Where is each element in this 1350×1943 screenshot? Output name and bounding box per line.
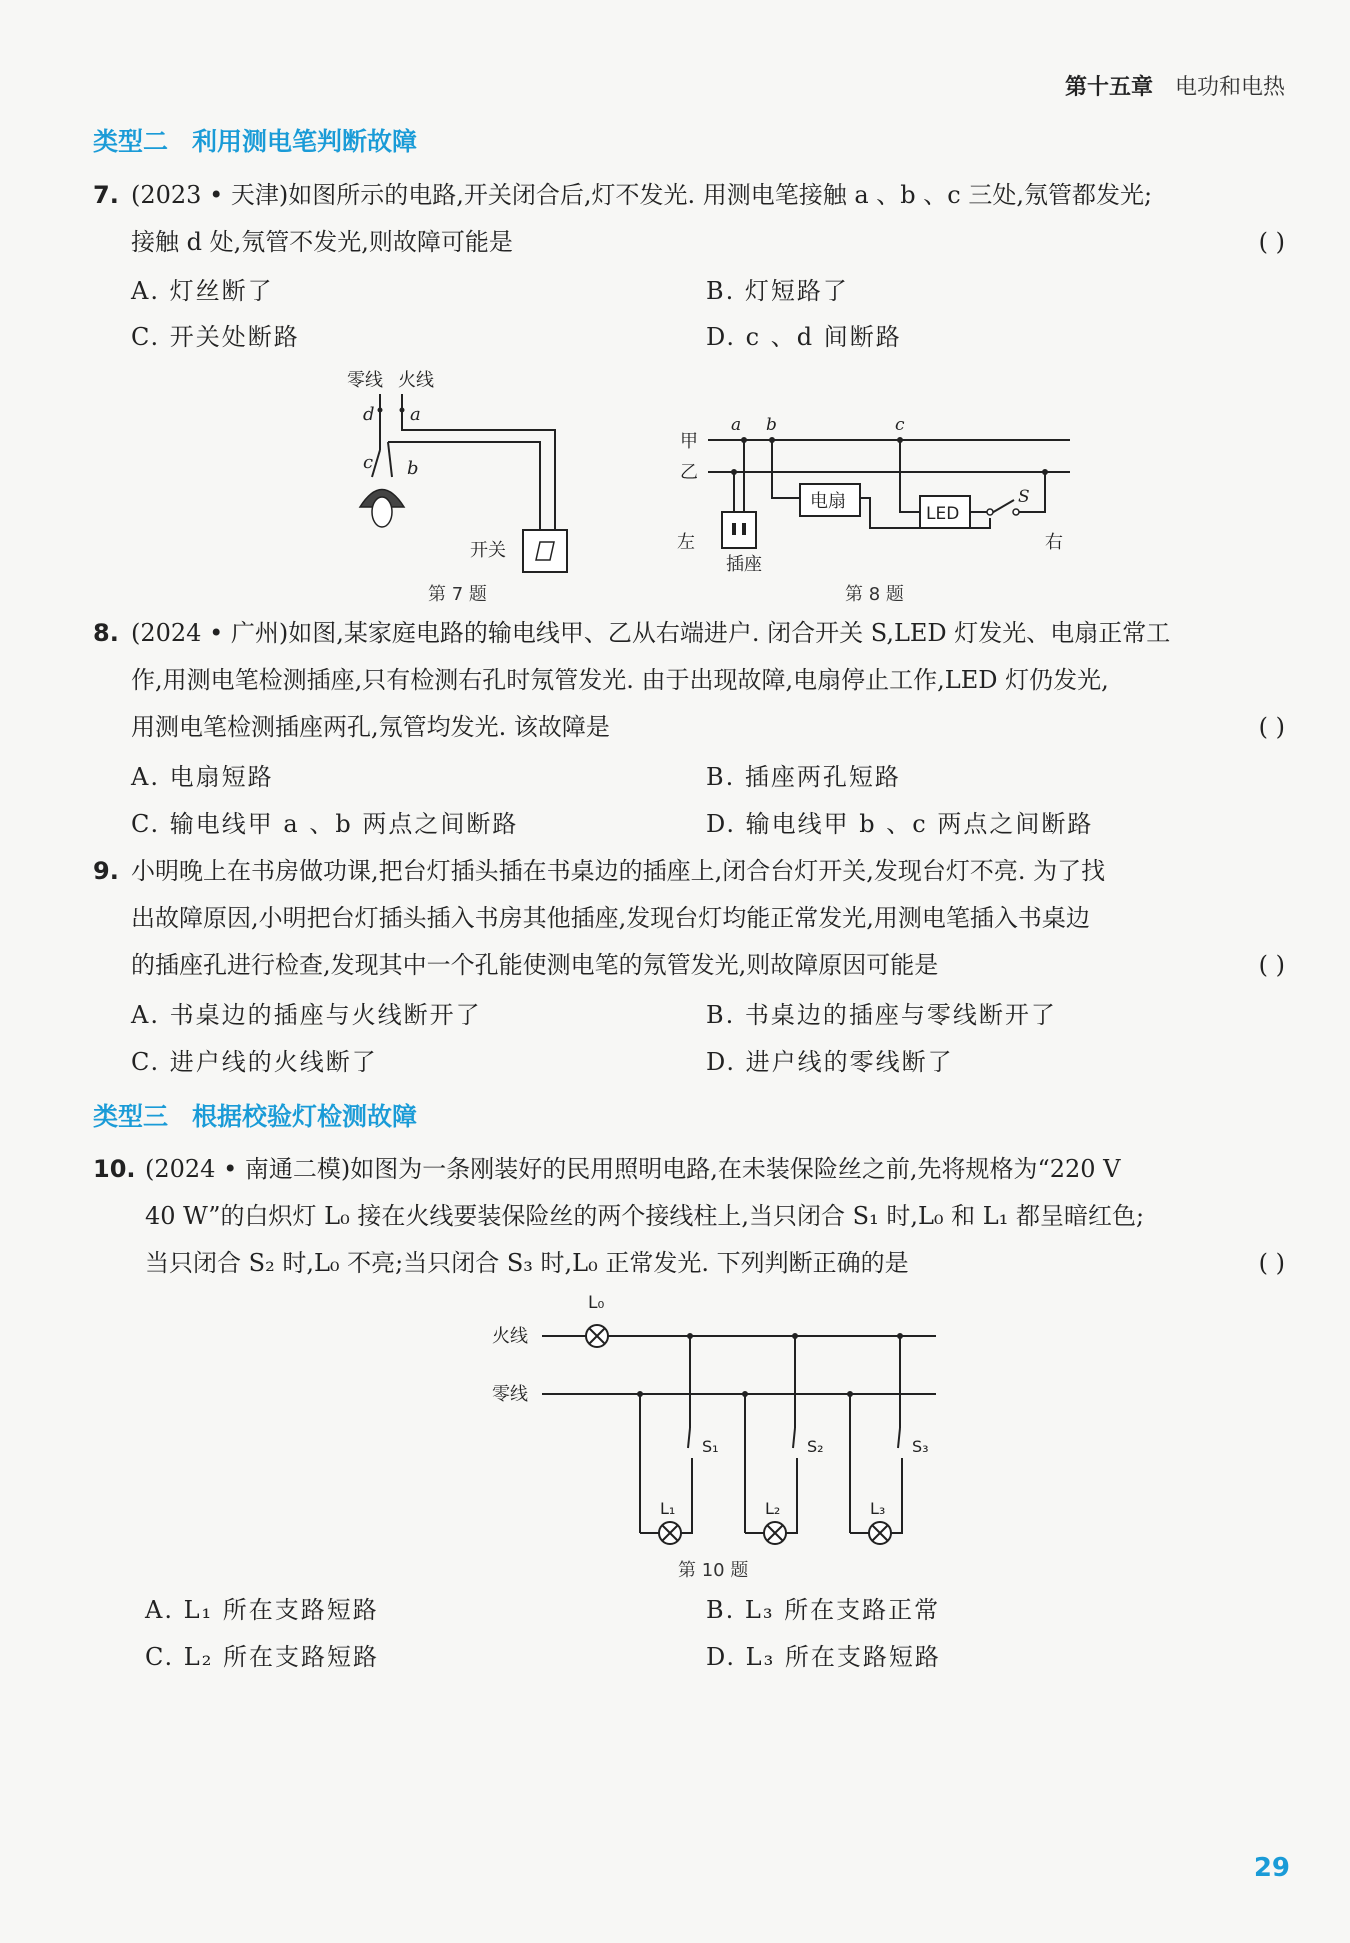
question-number: 8. xyxy=(93,619,119,647)
question-text: 小明晚上在书房做功课,把台灯插头插在书桌边的插座上,闭合台灯开关,发现台灯不亮. 为了找 xyxy=(131,857,1106,885)
page-header xyxy=(1065,70,1285,101)
options-row xyxy=(131,758,1285,796)
fig7-label-d: d xyxy=(363,404,375,425)
option-d: D. 进户线的零线断了 xyxy=(706,1048,954,1076)
fig8-socket xyxy=(722,512,756,548)
fig8-led-label: LED xyxy=(926,504,960,524)
fig7-label-b: b xyxy=(407,458,419,479)
fig8-fan-label: 电扇 xyxy=(810,491,846,512)
answer-paren: ( ) xyxy=(1258,1249,1285,1277)
question-text: (2023 • 天津)如图所示的电路,开关闭合后,灯不发光. 用测电笔接触 a 、b 、c 三处,氖管都发光; xyxy=(131,181,1153,209)
fig8-yi-label: 乙 xyxy=(680,462,698,483)
fig8-right-label: 右 xyxy=(1045,532,1063,553)
options-row xyxy=(131,805,1285,843)
fig8-label-a: a xyxy=(731,415,742,435)
chapter-title: 电功和电热 xyxy=(1174,75,1285,100)
fig7-switch-label: 开关 xyxy=(470,540,506,561)
fig8-label-b: b xyxy=(766,415,777,435)
option-d: D. c 、d 间断路 xyxy=(706,323,902,351)
question-7 xyxy=(93,172,1285,266)
options-row xyxy=(131,318,1285,356)
fig7-label-c: c xyxy=(363,452,374,473)
question-9 xyxy=(93,848,1285,989)
question-10 xyxy=(93,1146,1285,1287)
figure-7-caption: 第 7 题 xyxy=(428,584,487,605)
fig8-label-c: c xyxy=(895,415,905,435)
fig10-lamp-l0 xyxy=(586,1325,608,1347)
figure-8-caption: 第 8 题 xyxy=(845,584,904,605)
fig10-s1-label: S₁ xyxy=(702,1437,719,1456)
option-a: A. L₁ 所在支路短路 xyxy=(145,1596,379,1624)
figure-7-diagram xyxy=(340,362,590,587)
fig10-l2-label: L₂ xyxy=(765,1499,781,1518)
option-b: B. L₃ 所在支路正常 xyxy=(706,1596,941,1624)
fig10-s2-label: S₂ xyxy=(807,1437,824,1456)
question-text: (2024 • 广州)如图,某家庭电路的输电线甲、乙从右端进户. 闭合开关 S,LED 灯发光、电扇正常工 xyxy=(131,619,1171,647)
question-text: 的插座孔进行检查,发现其中一个孔能使测电笔的氖管发光,则故障原因可能是 xyxy=(131,951,939,979)
fig10-l0-label: L₀ xyxy=(588,1293,605,1313)
figure-8-diagram xyxy=(670,410,1080,580)
fig10-s3-label: S₃ xyxy=(912,1437,929,1456)
fig10-lamp-l1 xyxy=(659,1522,681,1544)
fig7-neutral-label: 零线 xyxy=(347,370,383,391)
question-text: 出故障原因,小明把台灯插头插入书房其他插座,发现台灯均能正常发光,用测电笔插入书桌边 xyxy=(131,904,1090,932)
fig7-live-label: 火线 xyxy=(398,370,434,391)
question-text: 40 W”的白炽灯 L₀ 接在火线要装保险丝的两个接线柱上,当只闭合 S₁ 时,L₀ 和 L₁ 都呈暗红色; xyxy=(145,1202,1145,1230)
option-b: B. 插座两孔短路 xyxy=(706,763,901,791)
fig10-lamp-l3 xyxy=(869,1522,891,1544)
fig10-live-label: 火线 xyxy=(492,1326,528,1347)
question-number: 7. xyxy=(93,181,119,209)
option-c: C. 进户线的火线断了 xyxy=(131,1048,378,1076)
option-c: C. L₂ 所在支路短路 xyxy=(145,1643,379,1671)
question-number: 9. xyxy=(93,857,119,885)
answer-paren: ( ) xyxy=(1258,228,1285,256)
chapter-label: 第十五章 xyxy=(1064,75,1153,100)
fig10-neutral-label: 零线 xyxy=(492,1384,528,1405)
fig10-lamp-l2 xyxy=(764,1522,786,1544)
fig7-bulb xyxy=(372,497,392,527)
question-text: 当只闭合 S₂ 时,L₀ 不亮;当只闭合 S₃ 时,L₀ 正常发光. 下列判断正确的是 xyxy=(145,1249,909,1277)
section-title-type3: 类型三 根据校验灯检测故障 xyxy=(93,1102,418,1131)
fig10-l1-label: L₁ xyxy=(660,1499,676,1518)
options-row xyxy=(145,1638,1285,1676)
option-b: B. 灯短路了 xyxy=(706,277,849,305)
option-d: D. L₃ 所在支路短路 xyxy=(706,1643,941,1671)
question-text: 作,用测电笔检测插座,只有检测右孔时氖管发光. 由于出现故障,电扇停止工作,LED 灯仍发光, xyxy=(131,666,1109,694)
fig8-switch-label: S xyxy=(1018,487,1030,507)
option-c: C. 开关处断路 xyxy=(131,323,300,351)
fig8-socket-label: 插座 xyxy=(726,554,762,575)
question-text: 用测电笔检测插座两孔,氖管均发光. 该故障是 xyxy=(131,713,610,741)
fig7-label-a: a xyxy=(410,404,421,425)
option-d: D. 输电线甲 b 、c 两点之间断路 xyxy=(706,810,1094,838)
fig7-switch-box xyxy=(523,530,567,572)
page-number: 29 xyxy=(1253,1853,1290,1883)
options-row xyxy=(131,996,1285,1034)
option-a: A. 电扇短路 xyxy=(131,763,274,791)
options-row xyxy=(131,272,1285,310)
answer-paren: ( ) xyxy=(1258,951,1285,979)
section-title-type2: 类型二 利用测电笔判断故障 xyxy=(93,127,418,156)
figure-10-caption: 第 10 题 xyxy=(678,1560,749,1581)
option-a: A. 书桌边的插座与火线断开了 xyxy=(131,1001,482,1029)
option-c: C. 输电线甲 a 、b 两点之间断路 xyxy=(131,810,519,838)
answer-paren: ( ) xyxy=(1258,713,1285,741)
question-8 xyxy=(93,610,1285,751)
question-number: 10. xyxy=(93,1155,136,1183)
options-row xyxy=(131,1043,1285,1081)
figure-10-diagram xyxy=(480,1290,950,1560)
question-text: 接触 d 处,氖管不发光,则故障可能是 xyxy=(131,228,513,256)
option-a: A. 灯丝断了 xyxy=(131,277,274,305)
option-b: B. 书桌边的插座与零线断开了 xyxy=(706,1001,1057,1029)
fig8-jia-label: 甲 xyxy=(680,431,698,452)
fig8-left-label: 左 xyxy=(677,532,695,553)
fig10-l3-label: L₃ xyxy=(870,1499,886,1518)
question-text: (2024 • 南通二模)如图为一条刚装好的民用照明电路,在未装保险丝之前,先将规格为“220 V xyxy=(145,1155,1121,1183)
options-row xyxy=(145,1591,1285,1629)
